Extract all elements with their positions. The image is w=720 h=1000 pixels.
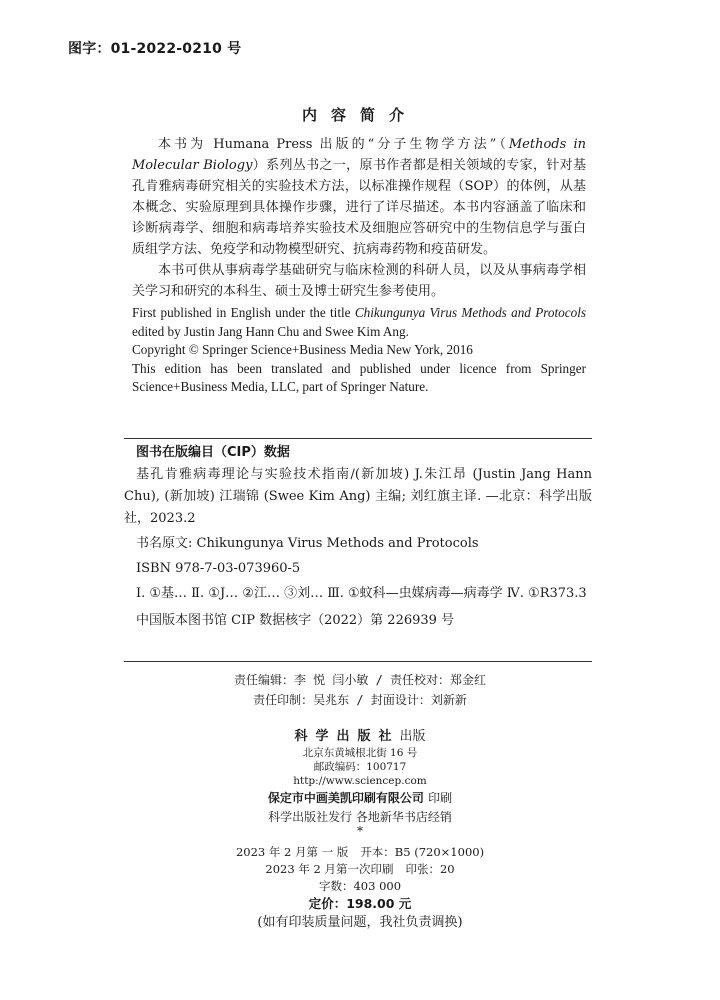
publisher-website: http://www.sciencep.com [293, 775, 427, 787]
publisher-address: 北京东黄城根北街 16 号 [302, 747, 418, 759]
summary-title: 内容简介 [301, 106, 418, 124]
publisher-suffix: 出版 [399, 729, 426, 744]
print-text: 2023 年 2 月第一次印刷 [265, 862, 394, 876]
publication-info [0, 728, 720, 933]
licence-line: This edition has been translated and published under licence from Springer Science+Business Media, LLC, part of Springer Nature. [132, 360, 586, 394]
original-title-italic: Chikungunya Virus Methods and Protocols [354, 305, 586, 320]
series-title-italic: Methods in Molecular Biology [132, 137, 586, 173]
edition-text: 2023 年 2 月第 一 版 [235, 845, 349, 859]
cip-classification: Ⅰ. ①基… Ⅱ. ①J… ②江… ③刘… Ⅲ. ①蚊科—虫媒病毒—病毒学 Ⅳ. ①R373.3 [136, 586, 587, 601]
edition-format-line [0, 844, 720, 861]
copyright-line: Copyright © Springer Science+Business Media New York, 2016 [132, 342, 473, 357]
publisher-postcode: 邮政编码：100717 [313, 761, 407, 773]
credits-line-1: 责任编辑：李 悦 闫小敏 / 责任校对：郑金红 [233, 673, 487, 687]
cip-main-entry: 基孔肯雅病毒理论与实验技术指南/(新加坡) J.朱江昂 (Justin Jang Hann Chu), (新加坡) 江瑞锦 (Swee Kim Ang) 主编; 刘红旗主译. —北京：科学出版社，2023.2 [124, 467, 592, 526]
cip-original-title: 书名原文: Chikungunya Virus Methods and Protocols [136, 536, 479, 551]
printer-suffix: 印刷 [428, 791, 453, 805]
cip-isbn: ISBN 978-7-03-073960-5 [136, 561, 301, 576]
summary-text-a: 本书为 Humana Press 出版的“分子生物学方法”（ [158, 137, 509, 152]
editors-text: edited by Justin Jang Hann Chu and Swee Kim Ang. [132, 323, 409, 339]
english-edition-notice [132, 304, 586, 397]
publisher-line [0, 728, 720, 746]
printer-name: 保定市中画美凯印刷有限公司 [267, 791, 424, 805]
cip-number: 中国版本图书馆 CIP 数据核字（2022）第 226939 号 [136, 613, 455, 628]
cip-top-rule [124, 438, 592, 439]
editorial-credits [0, 670, 720, 710]
credits-line-2: 责任印制：吴兆东 / 封面设计：刘新新 [253, 693, 467, 707]
separator-star: * [357, 824, 363, 838]
price: 定价：198.00 元 [308, 896, 412, 911]
format-text: 开本：B5 (720×1000) [360, 845, 485, 859]
sheets-text: 印张：20 [405, 862, 455, 876]
print-sheets-line [0, 861, 720, 878]
copyright-registration-number: 图字：01-2022-0210 号 [68, 41, 242, 57]
publisher-name: 科学出版社 [294, 729, 400, 744]
cip-data-block [124, 442, 592, 632]
quality-notice: (如有印装质量问题，我社负责调换) [257, 915, 463, 930]
summary-text-b: ）系列丛书之一，原书作者都是相关领域的专家，针对基孔肯雅病毒研究相关的实验技术方法，以标准操作规程（SOP）的体例，从基本概念、实验原理到具体操作步骤，进行了详尽描述。本书内容涵盖了临床和诊断病毒学、细胞和病毒培养实验技术及细胞应答研究中的生物信息学与蛋白质组学方法、免疫学和动物模型研究、抗病毒药物和疫苗研发。 [132, 158, 586, 257]
first-published-text: First published in English under the title [132, 305, 355, 320]
first-published-line [132, 304, 586, 341]
content-summary [132, 134, 586, 302]
summary-paragraph-2: 本书可供从事病毒学基础研究与临床检测的科研人员，以及从事病毒学相关学习和研究的本科生、硕士及博士研究生参考使用。 [132, 263, 586, 299]
printer-line [0, 788, 720, 808]
summary-paragraph-1 [132, 134, 586, 260]
cip-heading: 图书在版编目（CIP）数据 [136, 445, 290, 460]
distribution-line: 科学出版社发行 各地新华书店经销 [268, 810, 452, 824]
word-count: 字数：403 000 [318, 879, 402, 893]
cip-bottom-rule [124, 661, 592, 662]
